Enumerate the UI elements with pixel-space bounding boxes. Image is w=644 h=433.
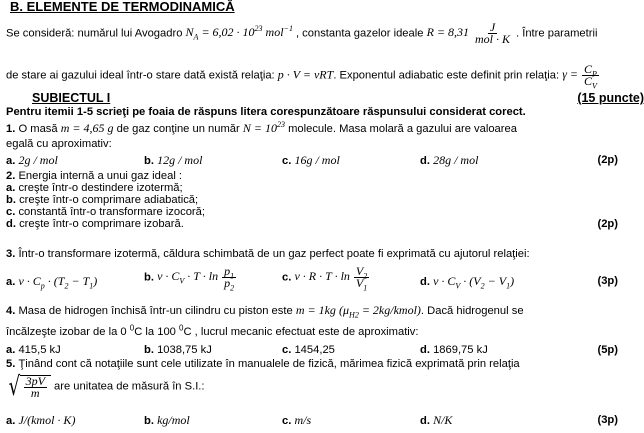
q4-stem-cont: încălzeşte izobar de la 0 $^0$C la 100 $^0$C , lucrul mecanic efectuat este de aproximativ:: [6, 323, 419, 338]
q1-options: [6, 154, 618, 168]
q4-option-c: c. 1454,25: [282, 344, 335, 356]
q4-points: (5p): [597, 344, 618, 356]
gas-constant: R = 8,31 $\frac{J}{\text{mol · K}}$: [426, 20, 511, 46]
ideal-gas-relation: p · V = νRT: [277, 67, 334, 82]
q3-options: [6, 266, 618, 298]
q1-option-b: b. 12g / mol: [144, 153, 203, 167]
q2-stem: 2. Energia internă a unui gaz ideal :: [6, 170, 183, 182]
q3-option-d: d. $\nu \cdot C_V \cdot (V_2 - V_1)$: [420, 274, 515, 291]
q3-stem: 3. Într-o transformare izotermă, căldura schimbată de un gaz perfect poate fi exprimată cu ajutorul relaţiei:: [6, 248, 530, 260]
q3-points: (3p): [597, 275, 618, 287]
subject-points: (15 puncte): [577, 91, 644, 105]
avogadro-constant: $N_A = 6,02 \cdot 10^{23}$ mol$^{-1}$: [185, 24, 293, 42]
q5-option-c: c. m/s: [282, 413, 312, 427]
q3-option-b: b. $\nu \cdot C_V \cdot T \cdot \ln$ $\frac{p_1}{p_2}$: [144, 264, 235, 293]
q2-option-d: d. creşte într-o comprimare izobară. (2p): [6, 218, 618, 230]
section-title: B. ELEMENTE DE TERMODINAMICĂ: [10, 0, 235, 14]
adiabatic-exponent: γ = $\frac{C_P}{C_V}$: [562, 62, 597, 91]
q1-option-a: a. 2g / mol: [6, 153, 58, 167]
intro-line-1: Se consideră: numărul lui Avogadro $N_A = 6,02 \cdot 10^{23}$ mol$^{-1}$ , constanta gazelor ideale R = 8,31 $\frac{J}{\text{mol · K}}$ . Între parametrii: [6, 20, 598, 46]
q2-option-b: b. creşte într-o comprimare adiabatică;: [6, 194, 199, 206]
q1-stem: 1. O masă m = 4,65 g de gaz conţine un număr $N = 10^{23}$ molecule. Masa molară a gazului are valoarea: [6, 120, 517, 135]
q4-options: [6, 344, 618, 358]
q1-stem-cont: egală cu aproximativ:: [6, 138, 112, 150]
sqrt-expression: √ $\frac{3pV}{m}$: [6, 372, 51, 402]
q5-points: (3p): [597, 414, 618, 426]
q3-option-a: a. $\nu \cdot C_p \cdot (T_2 - T_1)$: [6, 274, 98, 291]
subject-heading: SUBIECTUL I (15 puncte): [32, 91, 644, 105]
q4-option-b: b. 1038,75 kJ: [144, 344, 212, 356]
q1-points: (2p): [597, 154, 618, 166]
instruction: Pentru itemii 1-5 scrieţi pe foaia de răspuns litera corespunzătoare răspunsului considerat corect.: [6, 106, 526, 118]
q5-option-a: a. J/(kmol · K): [6, 413, 76, 427]
q2-option-c: c. constantă într-o transformare izocoră;: [6, 206, 205, 218]
q5-option-b: b. kg/mol: [144, 413, 190, 427]
q2-option-a: a. creşte într-o destindere izotermă;: [6, 182, 183, 194]
q4-option-a: a. 415,5 kJ: [6, 344, 61, 356]
q5-options: [6, 414, 618, 428]
q5-option-d: d. N/K: [420, 413, 453, 427]
intro-line-2: de stare ai gazului ideal într-o stare dată există relaţia: p · V = νRT. Exponentul adiabatic este definit prin relaţia: γ = $\frac{C_P}{C_V}$: [6, 64, 618, 87]
q5-stem-cont: √ $\frac{3pV}{m}$ are unitatea de măsură în S.I.:: [6, 372, 618, 408]
q1-option-d: d. 28g / mol: [420, 153, 479, 167]
q2-points: (2p): [597, 218, 618, 230]
q1-option-c: c. 16g / mol: [282, 153, 340, 167]
q5-stem: 5. Ţinând cont că notaţiile sunt cele utilizate în manualele de fizică, mărimea fizică exprimată prin relaţia: [6, 358, 520, 370]
q3-option-c: c. ν · R · T · ln $\frac{V_2}{V_1}$: [282, 264, 368, 293]
q4-option-d: d. 1869,75 kJ: [420, 344, 488, 356]
q4-stem: 4. Masa de hidrogen închisă într-un cilindru cu piston este m = 1kg ($\mu_{H2}$ = 2kg/kmol). Dacă hidrogenul se: [6, 303, 524, 320]
